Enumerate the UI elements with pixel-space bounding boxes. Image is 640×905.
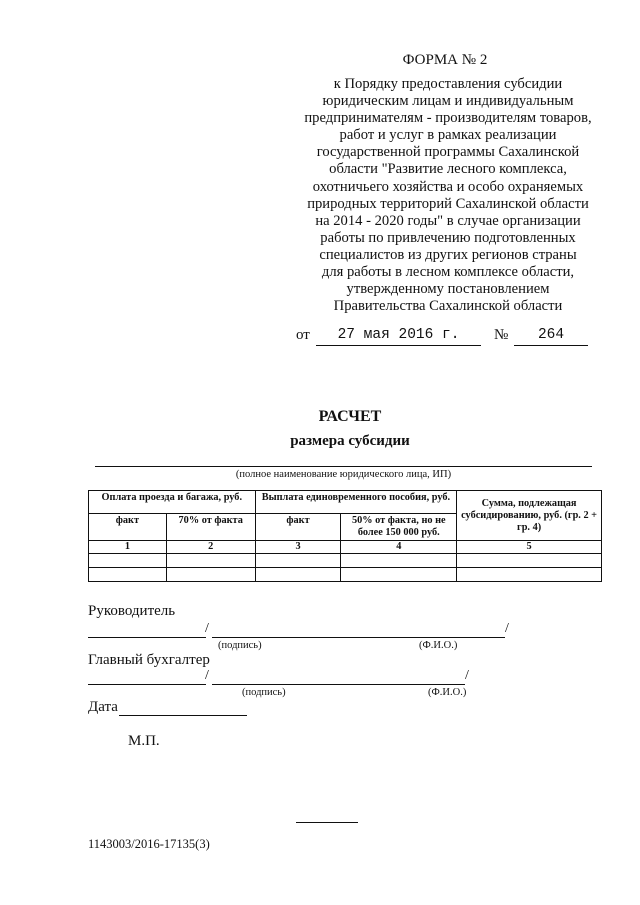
appendix-line: государственной программы Сахалинской	[316, 144, 580, 161]
head-label: Руководитель	[88, 603, 176, 619]
approval-row	[296, 327, 606, 347]
resolution-number: 264	[514, 327, 588, 346]
column-number-row	[89, 541, 602, 554]
head-signature-caption: (подпись)	[218, 640, 262, 651]
accountant-name-caption: (Ф.И.О.)	[428, 687, 467, 698]
document-subtitle: размера субсидии	[290, 433, 410, 449]
separator-slash: /	[505, 621, 509, 636]
column-number-cell: 2	[166, 541, 255, 554]
appendix-text	[288, 76, 608, 315]
table-cell	[341, 554, 457, 568]
accountant-label: Главный бухгалтер	[88, 652, 210, 668]
document-reference: 1143003/2016-17135(3)	[88, 837, 210, 851]
stamp-label: М.П.	[128, 733, 160, 749]
appendix-line: работ и услуг в рамках реализации	[339, 127, 557, 144]
from-label: от	[296, 327, 310, 343]
head-name-line	[212, 637, 505, 638]
separator-slash: /	[205, 668, 209, 683]
table-cell	[89, 568, 167, 582]
appendix-line: юридическим лицам и индивидуальным	[322, 93, 574, 110]
table-cell	[255, 568, 341, 582]
appendix-line: к Порядку предоставления субсидии	[333, 76, 563, 92]
table-cell	[166, 554, 255, 568]
head-signature-line	[88, 637, 206, 638]
subsidy-table	[88, 490, 602, 582]
subheader-cell: факт	[255, 514, 341, 541]
accountant-signature-caption: (подпись)	[242, 687, 286, 698]
appendix-line: охотничьего хозяйства и особо охраняемых	[312, 178, 584, 195]
separator-slash: /	[205, 621, 209, 636]
appendix-line: природных территорий Сахалинской области	[307, 195, 589, 212]
subheader-cell: 50% от факта, но не более 150 000 руб.	[341, 514, 457, 541]
entity-name-line	[95, 466, 592, 467]
appendix-line: утвержденному постановлением	[346, 281, 550, 298]
appendix-line: специалистов из других регионов страны	[319, 246, 577, 263]
resolution-date: 27 мая 2016 г.	[316, 327, 481, 346]
table-cell	[89, 554, 167, 568]
table-header-row	[89, 491, 602, 514]
column-number-cell: 5	[457, 541, 602, 554]
subheader-cell: 70% от факта	[166, 514, 255, 541]
accountant-signature-line	[88, 684, 206, 685]
entity-caption: (полное наименование юридического лица, ИП)	[235, 469, 452, 480]
document-title: РАСЧЕТ	[318, 408, 382, 425]
date-label: Дата	[88, 699, 118, 715]
date-line	[119, 715, 247, 716]
head-name-caption: (Ф.И.О.)	[419, 640, 458, 651]
accountant-name-line	[212, 684, 465, 685]
appendix-line: области "Развитие лесного комплекса,	[329, 161, 567, 178]
table-cell	[166, 568, 255, 582]
number-label: №	[494, 327, 509, 343]
table-cell	[457, 568, 602, 582]
appendix-line: для работы в лесном комплексе области,	[321, 264, 575, 281]
appendix-line: предпринимателям - производителям товаров,	[304, 110, 592, 127]
separator-slash: /	[465, 668, 469, 683]
appendix-line: на 2014 - 2020 годы" в случае организации	[315, 212, 581, 229]
table-row	[89, 554, 602, 568]
header-cell-allowance: Выплата единовременного пособия, руб.	[255, 491, 457, 514]
subheader-cell: факт	[89, 514, 167, 541]
header-cell-travel: Оплата проезда и багажа, руб.	[89, 491, 256, 514]
table-cell	[341, 568, 457, 582]
table-cell	[255, 554, 341, 568]
appendix-line: Правительства Сахалинской области	[333, 298, 563, 315]
column-number-cell: 1	[89, 541, 167, 554]
table-cell	[457, 554, 602, 568]
header-cell-total: Сумма, подлежащая субсидированию, руб. (гр. 2 + гр. 4)	[457, 491, 602, 541]
appendix-line: работы по привлечению подготовленных	[320, 229, 576, 246]
column-number-cell: 4	[341, 541, 457, 554]
form-number: ФОРМА № 2	[402, 52, 488, 68]
table-row	[89, 568, 602, 582]
column-number-cell: 3	[255, 541, 341, 554]
bottom-rule	[296, 822, 358, 823]
